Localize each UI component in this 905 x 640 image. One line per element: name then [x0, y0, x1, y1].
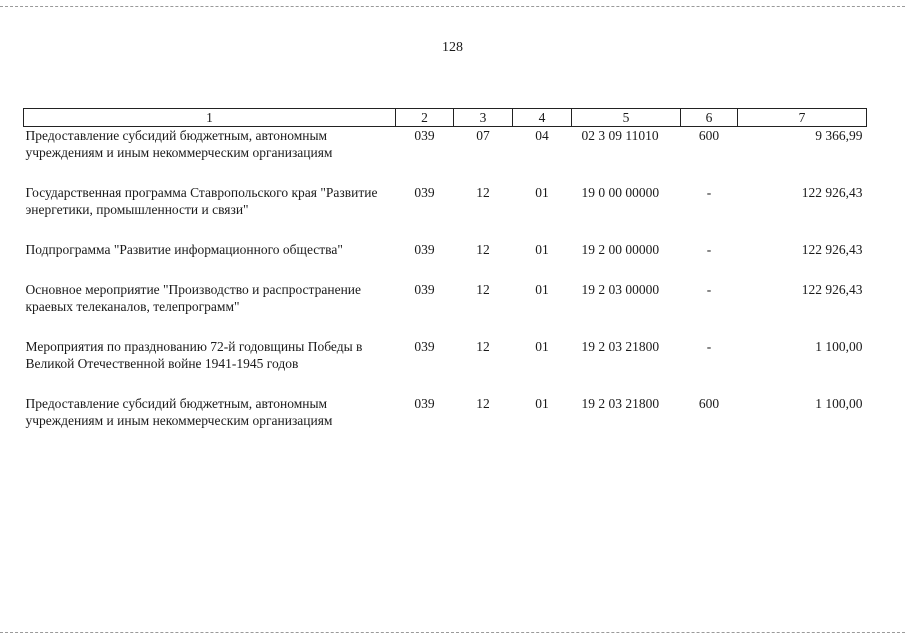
cell-subsection: 01 [535, 395, 549, 411]
header-col-4: 4 [513, 109, 572, 127]
cell-amount: 122 926,43 [801, 184, 863, 200]
row-name: Подпрограмма "Развитие информационного общества" [25, 241, 343, 257]
row-name: Предоставление субсидий бюджетным, автономным учреждениям и иным некоммерческим организациям [25, 395, 333, 428]
cell-subsection: 01 [535, 184, 549, 200]
scan-edge-top [0, 6, 905, 7]
cell-subsection: 01 [535, 281, 549, 297]
row-name: Основное мероприятие "Производство и распространение краевых телеканалов, телепрограмм" [25, 281, 362, 314]
budget-table [23, 108, 867, 435]
header-col-2: 2 [396, 109, 454, 127]
page-number: 128 [442, 40, 463, 55]
table-row [24, 184, 867, 241]
cell-ministry: 039 [414, 395, 435, 411]
cell-ministry: 039 [414, 281, 435, 297]
cell-ministry: 039 [414, 184, 435, 200]
row-name: Мероприятия по празднованию 72-й годовщины Победы в Великой Отечественной войне 1941-1945 годов [25, 338, 363, 371]
cell-ministry: 039 [414, 241, 435, 257]
cell-section: 12 [476, 184, 490, 200]
cell-target-code: 19 2 03 00000 [581, 281, 660, 297]
cell-section: 12 [476, 281, 490, 297]
cell-subsection: 01 [535, 338, 549, 354]
cell-expense-type: 600 [698, 395, 720, 411]
cell-target-code: 19 0 00 00000 [581, 184, 660, 200]
cell-subsection: 04 [535, 128, 549, 143]
header-row [24, 109, 867, 127]
table-row [24, 395, 867, 435]
cell-expense-type: - [706, 281, 712, 297]
cell-subsection: 01 [535, 241, 549, 257]
header-col-7: 7 [738, 109, 867, 127]
header-col-6: 6 [681, 109, 738, 127]
cell-amount: 1 100,00 [815, 338, 863, 354]
cell-amount: 9 366,99 [815, 128, 863, 143]
cell-expense-type: - [706, 184, 712, 200]
cell-section: 12 [476, 338, 490, 354]
header-col-5: 5 [572, 109, 681, 127]
cell-expense-type: 600 [698, 128, 720, 143]
cell-target-code: 19 2 00 00000 [581, 241, 660, 257]
cell-section: 12 [476, 395, 490, 411]
cell-target-code: 02 3 09 11010 [581, 128, 659, 143]
table-row [24, 127, 867, 184]
cell-amount: 1 100,00 [815, 395, 863, 411]
row-name: Государственная программа Ставропольского края "Развитие энергетики, промышленности и связи" [25, 184, 378, 217]
cell-expense-type: - [706, 338, 712, 354]
cell-target-code: 19 2 03 21800 [581, 338, 660, 354]
cell-amount: 122 926,43 [801, 281, 863, 297]
table-row [24, 281, 867, 338]
cell-amount: 122 926,43 [801, 241, 863, 257]
header-col-3: 3 [454, 109, 513, 127]
cell-section: 12 [476, 241, 490, 257]
table-row [24, 338, 867, 395]
row-name: Предоставление субсидий бюджетным, автономным учреждениям и иным некоммерческим организациям [25, 128, 333, 160]
cell-ministry: 039 [414, 338, 435, 354]
header-col-1: 1 [24, 109, 396, 127]
cell-ministry: 039 [414, 128, 435, 143]
cell-target-code: 19 2 03 21800 [581, 395, 660, 411]
cell-expense-type: - [706, 241, 712, 257]
scan-edge-bottom [0, 632, 905, 633]
table-row [24, 241, 867, 281]
cell-section: 07 [476, 128, 490, 143]
